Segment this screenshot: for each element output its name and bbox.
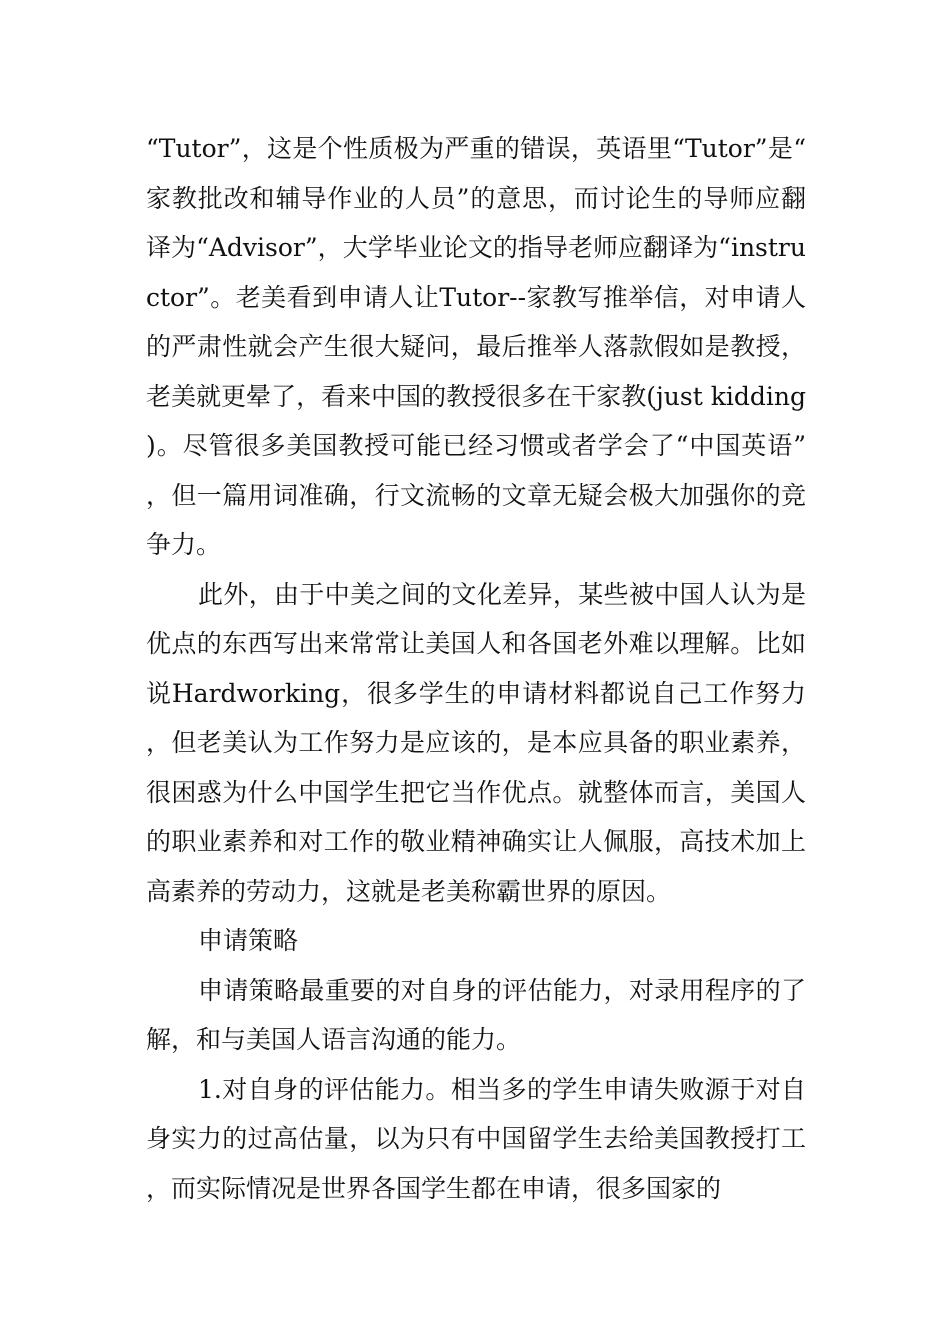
paragraph-cultural-difference: 此外，由于中美之间的文化差异，某些被中国人认为是优点的东西写出来常常让美国人和各国老外难以理解。比如说Hardworking，很多学生的申请材料都说自己工作努力，但老美认为工作努力是应该的，是本应具备的职业素养，很困惑为什么中国学生把它当作优点。就整体而言，美国人的职业素养和对工作的敬业精神确实让人佩服，高技术加上高素养的劳动力，这就是老美称霸世界的原因。 — [146, 579, 806, 906]
paragraph-self-assessment: 1.对自身的评估能力。相当多的学生申请失败源于对自身实力的过高估量，以为只有中国留学生去给美国教授打工，而实际情况是世界各国学生都在申请，很多国家的 — [146, 1074, 806, 1203]
paragraph-strategy-intro: 申请策略最重要的对自身的评估能力，对录用程序的了解，和与美国人语言沟通的能力。 — [146, 975, 806, 1054]
document-page — [146, 124, 806, 1213]
section-heading-application-strategy: 申请策略 — [198, 926, 299, 955]
paragraph-tutor-translation: “Tutor”，这是个性质极为严重的错误，英语里“Tutor”是“家教批改和辅导作业的人员”的意思，而讨论生的导师应翻译为“Advisor”，大学毕业论文的指导老师应翻译为“instructor”。老美看到申请人让Tutor--家教写推举信，对申请人的严肃性就会产生很大疑问，最后推举人落款假如是教授，老美就更晕了，看来中国的教授很多在干家教(just kidding)。尽管很多美国教授可能已经习惯或者学会了“中国英语”，但一篇用词准确，行文流畅的文章无疑会极大加强你的竞争力。 — [146, 134, 806, 559]
